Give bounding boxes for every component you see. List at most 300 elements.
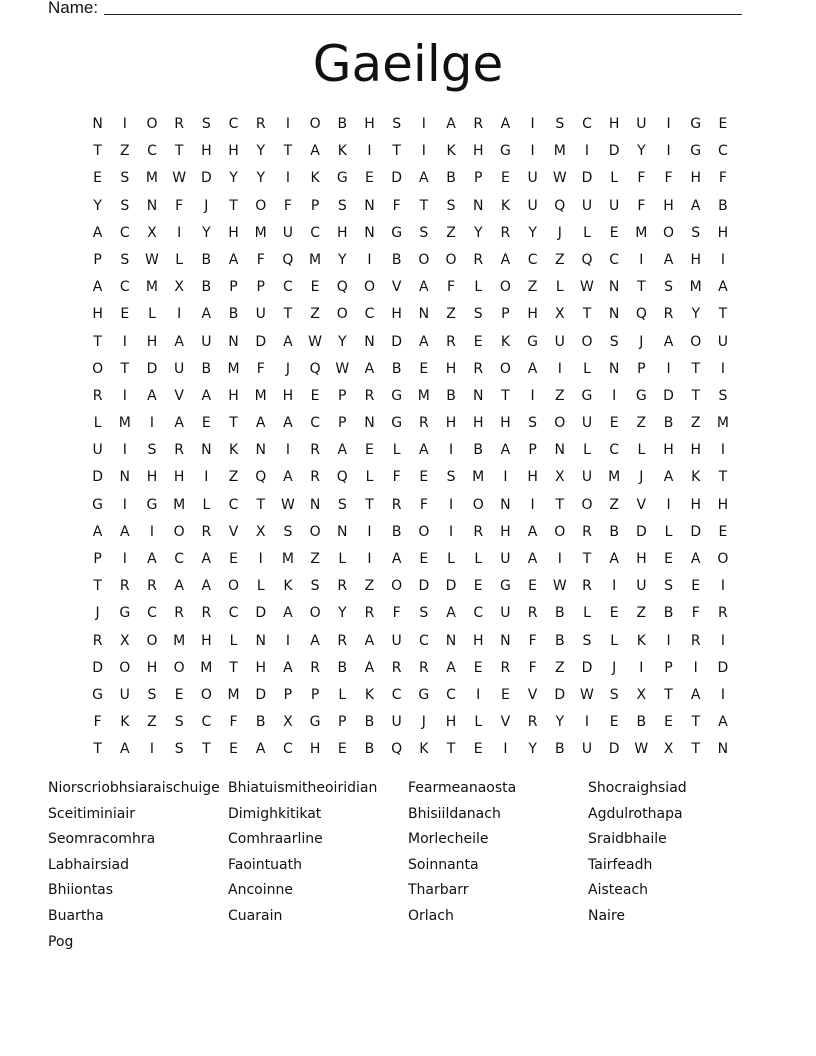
grid-letter[interactable]: A bbox=[174, 333, 184, 350]
grid-letter[interactable]: Y bbox=[229, 170, 238, 187]
grid-letter[interactable]: H bbox=[636, 551, 647, 567]
grid-letter[interactable]: X bbox=[119, 632, 130, 649]
grid-letter[interactable]: L bbox=[256, 578, 265, 595]
grid-letter[interactable]: G bbox=[92, 496, 104, 513]
grid-letter[interactable]: L bbox=[202, 496, 211, 513]
grid-letter[interactable]: F bbox=[419, 496, 428, 513]
grid-letter[interactable]: H bbox=[527, 469, 538, 486]
grid-letter[interactable]: M bbox=[716, 415, 729, 432]
grid-letter[interactable]: U bbox=[527, 170, 538, 187]
grid-letter[interactable]: Q bbox=[581, 251, 593, 268]
grid-letter[interactable]: I bbox=[530, 496, 535, 513]
grid-letter[interactable]: E bbox=[609, 415, 619, 432]
grid-letter[interactable]: U bbox=[717, 333, 729, 350]
grid-letter[interactable]: H bbox=[663, 197, 674, 214]
grid-letter[interactable]: S bbox=[174, 741, 184, 758]
grid-letter[interactable]: W bbox=[145, 251, 159, 268]
grid-letter[interactable]: L bbox=[555, 279, 564, 296]
grid-letter[interactable]: S bbox=[419, 605, 429, 622]
grid-letter[interactable]: D bbox=[581, 170, 593, 187]
grid-letter[interactable]: H bbox=[309, 741, 321, 758]
grid-letter[interactable]: F bbox=[256, 360, 265, 377]
grid-letter[interactable]: C bbox=[228, 496, 239, 513]
grid-letter[interactable]: B bbox=[228, 306, 239, 323]
grid-letter[interactable]: O bbox=[363, 279, 375, 296]
grid-letter[interactable]: D bbox=[255, 686, 267, 703]
grid-letter[interactable]: M bbox=[689, 279, 702, 296]
grid-letter[interactable]: O bbox=[717, 551, 729, 567]
grid-letter[interactable]: V bbox=[527, 686, 538, 703]
grid-letter[interactable]: N bbox=[364, 224, 375, 241]
grid-letter[interactable]: L bbox=[148, 306, 156, 323]
grid-letter[interactable]: R bbox=[718, 605, 728, 622]
grid-letter[interactable]: C bbox=[473, 605, 484, 622]
grid-letter[interactable]: A bbox=[174, 415, 184, 432]
grid-letter[interactable]: O bbox=[418, 523, 430, 540]
grid-letter[interactable]: F bbox=[93, 714, 102, 731]
grid-letter[interactable]: O bbox=[499, 279, 511, 296]
grid-letter[interactable]: J bbox=[95, 605, 100, 622]
grid-letter[interactable]: Z bbox=[554, 251, 565, 268]
grid-letter[interactable]: S bbox=[664, 279, 673, 296]
grid-letter[interactable]: Q bbox=[336, 469, 348, 486]
grid-letter[interactable]: R bbox=[473, 116, 484, 132]
grid-letter[interactable]: F bbox=[637, 197, 646, 214]
grid-letter[interactable]: A bbox=[690, 551, 701, 567]
grid-letter[interactable]: E bbox=[229, 741, 238, 758]
grid-letter[interactable]: L bbox=[474, 551, 483, 567]
grid-letter[interactable]: R bbox=[310, 442, 320, 459]
grid-letter[interactable]: H bbox=[391, 306, 402, 323]
grid-letter[interactable]: T bbox=[446, 741, 456, 758]
grid-letter[interactable]: R bbox=[473, 251, 484, 268]
grid-letter[interactable]: A bbox=[663, 333, 674, 350]
grid-letter[interactable]: S bbox=[283, 523, 293, 540]
grid-letter[interactable]: I bbox=[503, 469, 508, 486]
grid-letter[interactable]: A bbox=[283, 605, 293, 622]
grid-letter[interactable]: F bbox=[664, 170, 673, 187]
grid-letter[interactable]: G bbox=[635, 387, 647, 404]
grid-letter[interactable]: A bbox=[690, 197, 701, 214]
grid-letter[interactable]: K bbox=[691, 469, 701, 486]
grid-letter[interactable]: U bbox=[391, 714, 402, 731]
grid-letter[interactable]: P bbox=[256, 279, 265, 296]
grid-letter[interactable]: I bbox=[448, 496, 454, 513]
grid-letter[interactable]: A bbox=[201, 306, 212, 323]
grid-letter[interactable]: B bbox=[554, 605, 565, 622]
grid-letter[interactable]: Z bbox=[228, 469, 239, 486]
grid-letter[interactable]: D bbox=[418, 578, 430, 595]
grid-letter[interactable]: P bbox=[93, 251, 102, 268]
grid-letter[interactable]: O bbox=[146, 116, 158, 132]
grid-letter[interactable]: P bbox=[338, 387, 347, 404]
grid-letter[interactable]: I bbox=[448, 442, 454, 459]
grid-letter[interactable]: I bbox=[666, 116, 671, 132]
grid-letter[interactable]: C bbox=[418, 632, 429, 649]
grid-letter[interactable]: A bbox=[446, 659, 456, 676]
grid-letter[interactable]: R bbox=[174, 116, 185, 132]
grid-letter[interactable]: I bbox=[367, 551, 372, 567]
grid-letter[interactable]: U bbox=[554, 333, 565, 350]
grid-letter[interactable]: R bbox=[582, 523, 592, 540]
grid-letter[interactable]: E bbox=[120, 306, 130, 323]
grid-letter[interactable]: R bbox=[119, 578, 130, 595]
grid-letter[interactable]: I bbox=[149, 415, 155, 432]
grid-letter[interactable]: C bbox=[446, 686, 456, 703]
grid-letter[interactable]: R bbox=[147, 578, 157, 595]
grid-letter[interactable]: F bbox=[637, 170, 646, 187]
grid-letter[interactable]: O bbox=[499, 360, 511, 377]
grid-letter[interactable]: N bbox=[201, 442, 212, 459]
grid-letter[interactable]: G bbox=[391, 387, 403, 404]
grid-letter[interactable]: M bbox=[145, 279, 159, 296]
grid-letter[interactable]: E bbox=[337, 741, 347, 758]
grid-letter[interactable]: L bbox=[447, 551, 455, 567]
grid-letter[interactable]: N bbox=[255, 442, 266, 459]
grid-letter[interactable]: C bbox=[609, 442, 620, 459]
grid-letter[interactable]: E bbox=[664, 551, 673, 567]
grid-letter[interactable]: O bbox=[119, 659, 131, 676]
grid-letter[interactable]: T bbox=[392, 143, 401, 160]
grid-letter[interactable]: T bbox=[691, 714, 700, 731]
grid-letter[interactable]: N bbox=[146, 197, 158, 214]
grid-letter[interactable]: O bbox=[581, 333, 593, 350]
grid-letter[interactable]: B bbox=[636, 714, 647, 731]
grid-letter[interactable]: Y bbox=[202, 224, 211, 241]
grid-letter[interactable]: L bbox=[583, 360, 591, 377]
grid-letter[interactable]: Z bbox=[364, 578, 375, 595]
grid-letter[interactable]: U bbox=[174, 360, 185, 377]
grid-letter[interactable]: H bbox=[201, 143, 212, 160]
grid-letter[interactable]: S bbox=[419, 224, 429, 241]
grid-letter[interactable]: Y bbox=[256, 143, 265, 160]
grid-letter[interactable]: U bbox=[282, 224, 294, 241]
grid-letter[interactable]: O bbox=[690, 333, 702, 350]
grid-letter[interactable]: S bbox=[609, 686, 619, 703]
grid-letter[interactable]: U bbox=[527, 197, 538, 214]
grid-letter[interactable]: H bbox=[690, 496, 701, 513]
grid-letter[interactable]: H bbox=[663, 442, 674, 459]
grid-letter[interactable]: Z bbox=[636, 605, 647, 622]
grid-letter[interactable]: B bbox=[391, 360, 402, 377]
grid-letter[interactable]: T bbox=[691, 387, 700, 404]
grid-letter[interactable]: T bbox=[93, 143, 102, 160]
grid-letter[interactable]: K bbox=[419, 741, 429, 758]
grid-letter[interactable]: N bbox=[418, 306, 430, 323]
grid-letter[interactable]: F bbox=[392, 469, 401, 486]
grid-letter[interactable]: T bbox=[229, 197, 238, 214]
grid-letter[interactable]: R bbox=[92, 387, 103, 404]
grid-letter[interactable]: H bbox=[527, 306, 538, 323]
grid-letter[interactable]: A bbox=[201, 387, 212, 404]
grid-letter[interactable]: N bbox=[255, 632, 266, 649]
grid-letter[interactable]: I bbox=[612, 578, 617, 595]
grid-letter[interactable]: C bbox=[147, 143, 157, 160]
grid-letter[interactable]: I bbox=[584, 714, 590, 731]
grid-letter[interactable]: X bbox=[147, 224, 157, 241]
grid-letter[interactable]: S bbox=[446, 469, 456, 486]
grid-letter[interactable]: E bbox=[310, 279, 320, 296]
grid-letter[interactable]: N bbox=[554, 442, 566, 459]
grid-letter[interactable]: E bbox=[201, 415, 211, 432]
grid-letter[interactable]: Q bbox=[554, 197, 566, 214]
grid-letter[interactable]: T bbox=[582, 306, 592, 323]
grid-letter[interactable]: N bbox=[445, 632, 457, 649]
grid-letter[interactable]: L bbox=[338, 551, 347, 567]
grid-letter[interactable]: G bbox=[499, 143, 511, 160]
grid-letter[interactable]: I bbox=[720, 360, 725, 377]
grid-letter[interactable]: I bbox=[530, 143, 535, 160]
grid-letter[interactable]: E bbox=[500, 686, 510, 703]
grid-letter[interactable]: B bbox=[718, 197, 728, 214]
grid-letter[interactable]: Q bbox=[336, 279, 348, 296]
grid-letter[interactable]: I bbox=[122, 496, 127, 513]
grid-letter[interactable]: H bbox=[146, 469, 158, 486]
grid-letter[interactable]: U bbox=[581, 197, 593, 214]
grid-letter[interactable]: H bbox=[472, 143, 484, 160]
grid-letter[interactable]: Q bbox=[282, 251, 294, 268]
grid-letter[interactable]: L bbox=[392, 442, 401, 459]
grid-letter[interactable]: E bbox=[310, 387, 320, 404]
grid-letter[interactable]: S bbox=[337, 496, 347, 513]
grid-letter[interactable]: S bbox=[174, 714, 184, 731]
grid-letter[interactable]: T bbox=[691, 360, 700, 377]
grid-letter[interactable]: D bbox=[554, 686, 566, 703]
grid-letter[interactable]: T bbox=[283, 306, 293, 323]
grid-letter[interactable]: Y bbox=[528, 224, 537, 241]
grid-letter[interactable]: L bbox=[365, 469, 374, 486]
grid-letter[interactable]: U bbox=[201, 333, 212, 350]
grid-letter[interactable]: T bbox=[501, 387, 510, 404]
grid-letter[interactable]: D bbox=[146, 360, 158, 377]
grid-letter[interactable]: S bbox=[120, 170, 130, 187]
grid-letter[interactable]: H bbox=[228, 224, 239, 241]
grid-letter[interactable]: K bbox=[500, 197, 510, 214]
grid-letter[interactable]: B bbox=[201, 251, 212, 268]
grid-letter[interactable]: A bbox=[364, 360, 375, 377]
grid-letter[interactable]: J bbox=[612, 659, 617, 676]
grid-letter[interactable]: O bbox=[92, 360, 104, 377]
grid-letter[interactable]: A bbox=[419, 279, 429, 296]
grid-letter[interactable]: T bbox=[582, 551, 592, 567]
grid-letter[interactable]: L bbox=[93, 415, 102, 432]
grid-letter[interactable]: F bbox=[229, 714, 238, 731]
grid-letter[interactable]: U bbox=[609, 197, 620, 214]
grid-letter[interactable]: C bbox=[228, 605, 239, 622]
grid-letter[interactable]: E bbox=[229, 551, 238, 567]
grid-letter[interactable]: S bbox=[555, 116, 565, 132]
grid-letter[interactable]: A bbox=[255, 415, 266, 432]
grid-letter[interactable]: B bbox=[473, 442, 484, 459]
grid-letter[interactable]: E bbox=[365, 442, 374, 459]
grid-letter[interactable]: C bbox=[228, 116, 239, 132]
grid-letter[interactable]: B bbox=[364, 714, 375, 731]
grid-letter[interactable]: Q bbox=[635, 306, 647, 323]
grid-letter[interactable]: C bbox=[582, 116, 592, 132]
grid-letter[interactable]: B bbox=[663, 605, 674, 622]
grid-letter[interactable]: V bbox=[636, 496, 647, 513]
grid-letter[interactable]: U bbox=[500, 551, 511, 567]
grid-letter[interactable]: C bbox=[174, 551, 185, 567]
grid-letter[interactable]: B bbox=[337, 116, 348, 132]
grid-letter[interactable]: I bbox=[149, 523, 155, 540]
grid-letter[interactable]: M bbox=[118, 415, 131, 432]
grid-letter[interactable]: B bbox=[554, 741, 565, 758]
grid-letter[interactable]: B bbox=[446, 387, 456, 404]
grid-letter[interactable]: Y bbox=[338, 251, 347, 268]
grid-letter[interactable]: G bbox=[336, 170, 348, 187]
grid-letter[interactable]: S bbox=[147, 442, 157, 459]
grid-letter[interactable]: S bbox=[473, 306, 483, 323]
grid-letter[interactable]: M bbox=[553, 143, 566, 160]
grid-letter[interactable]: C bbox=[718, 143, 728, 160]
grid-letter[interactable]: W bbox=[280, 496, 295, 513]
grid-letter[interactable]: H bbox=[500, 415, 511, 432]
grid-letter[interactable]: A bbox=[391, 551, 402, 567]
grid-letter[interactable]: E bbox=[174, 686, 184, 703]
grid-letter[interactable]: V bbox=[391, 279, 402, 296]
grid-letter[interactable]: R bbox=[174, 605, 185, 622]
grid-letter[interactable]: U bbox=[500, 605, 511, 622]
grid-letter[interactable]: V bbox=[500, 714, 511, 731]
grid-letter[interactable]: I bbox=[720, 251, 725, 268]
grid-letter[interactable]: K bbox=[337, 143, 347, 160]
grid-letter[interactable]: N bbox=[364, 333, 375, 350]
grid-letter[interactable]: A bbox=[92, 279, 103, 296]
grid-letter[interactable]: R bbox=[337, 578, 348, 595]
grid-letter[interactable]: O bbox=[663, 224, 675, 241]
grid-letter[interactable]: F bbox=[392, 197, 401, 214]
grid-letter[interactable]: W bbox=[580, 279, 594, 296]
grid-letter[interactable]: Z bbox=[310, 306, 320, 323]
grid-letter[interactable]: T bbox=[93, 333, 102, 350]
grid-letter[interactable]: H bbox=[146, 659, 158, 676]
grid-letter[interactable]: I bbox=[584, 143, 590, 160]
grid-letter[interactable]: Z bbox=[527, 279, 538, 296]
grid-letter[interactable]: H bbox=[717, 224, 729, 241]
grid-letter[interactable]: R bbox=[446, 333, 456, 350]
grid-letter[interactable]: E bbox=[528, 578, 538, 595]
grid-letter[interactable]: I bbox=[666, 360, 671, 377]
grid-letter[interactable]: E bbox=[664, 714, 673, 731]
grid-letter[interactable]: A bbox=[147, 387, 157, 404]
grid-letter[interactable]: D bbox=[200, 170, 212, 187]
grid-letter[interactable]: R bbox=[500, 224, 511, 241]
grid-letter[interactable]: T bbox=[229, 415, 238, 432]
grid-letter[interactable]: A bbox=[201, 551, 212, 567]
grid-letter[interactable]: A bbox=[283, 415, 293, 432]
grid-letter[interactable]: N bbox=[608, 306, 620, 323]
grid-letter[interactable]: I bbox=[693, 659, 698, 676]
grid-letter[interactable]: B bbox=[364, 741, 375, 758]
grid-letter[interactable]: K bbox=[283, 578, 293, 595]
grid-letter[interactable]: H bbox=[337, 224, 348, 241]
grid-letter[interactable]: I bbox=[421, 116, 426, 132]
grid-letter[interactable]: F bbox=[392, 605, 401, 622]
grid-letter[interactable]: K bbox=[500, 333, 510, 350]
grid-letter[interactable]: E bbox=[609, 714, 619, 731]
grid-letter[interactable]: M bbox=[227, 686, 240, 703]
grid-letter[interactable]: S bbox=[691, 224, 701, 241]
grid-letter[interactable]: I bbox=[122, 116, 127, 132]
grid-letter[interactable]: A bbox=[446, 116, 456, 132]
grid-letter[interactable]: O bbox=[581, 496, 593, 513]
grid-letter[interactable]: A bbox=[255, 741, 266, 758]
grid-letter[interactable]: J bbox=[204, 197, 209, 214]
grid-letter[interactable]: R bbox=[391, 496, 402, 513]
grid-letter[interactable]: M bbox=[635, 224, 648, 241]
grid-letter[interactable]: P bbox=[473, 170, 483, 187]
grid-letter[interactable]: I bbox=[204, 469, 209, 486]
grid-letter[interactable]: A bbox=[337, 442, 348, 459]
grid-letter[interactable]: O bbox=[255, 197, 267, 214]
grid-letter[interactable]: P bbox=[338, 714, 347, 731]
grid-letter[interactable]: U bbox=[636, 116, 647, 132]
grid-letter[interactable]: I bbox=[367, 251, 372, 268]
grid-letter[interactable]: M bbox=[472, 469, 485, 486]
grid-letter[interactable]: I bbox=[122, 333, 127, 350]
grid-letter[interactable]: R bbox=[527, 714, 538, 731]
grid-letter[interactable]: M bbox=[173, 496, 186, 513]
grid-letter[interactable]: R bbox=[174, 442, 185, 459]
grid-letter[interactable]: R bbox=[364, 605, 375, 622]
grid-letter[interactable]: D bbox=[690, 523, 702, 540]
grid-letter[interactable]: V bbox=[174, 387, 184, 404]
grid-letter[interactable]: H bbox=[690, 251, 701, 268]
grid-letter[interactable]: R bbox=[582, 578, 592, 595]
grid-letter[interactable]: L bbox=[474, 279, 483, 296]
grid-letter[interactable]: B bbox=[446, 170, 456, 187]
grid-letter[interactable]: P bbox=[501, 306, 510, 323]
grid-letter[interactable]: Y bbox=[473, 224, 483, 241]
grid-letter[interactable]: E bbox=[93, 170, 103, 187]
grid-letter[interactable]: V bbox=[228, 523, 239, 540]
grid-letter[interactable]: A bbox=[419, 170, 429, 187]
grid-letter[interactable]: P bbox=[664, 659, 673, 676]
grid-letter[interactable]: W bbox=[552, 170, 567, 187]
grid-letter[interactable]: H bbox=[690, 170, 701, 187]
grid-letter[interactable]: C bbox=[609, 251, 620, 268]
grid-letter[interactable]: R bbox=[527, 605, 538, 622]
grid-letter[interactable]: H bbox=[717, 496, 729, 513]
grid-letter[interactable]: D bbox=[255, 605, 267, 622]
grid-letter[interactable]: N bbox=[119, 469, 131, 486]
grid-letter[interactable]: I bbox=[421, 143, 426, 160]
grid-letter[interactable]: F bbox=[283, 197, 292, 214]
grid-letter[interactable]: H bbox=[500, 523, 511, 540]
grid-letter[interactable]: Z bbox=[119, 143, 130, 160]
grid-letter[interactable]: R bbox=[364, 387, 375, 404]
grid-letter[interactable]: H bbox=[228, 143, 239, 160]
grid-letter[interactable]: O bbox=[554, 415, 566, 432]
grid-letter[interactable]: Y bbox=[555, 714, 565, 731]
grid-letter[interactable]: X bbox=[174, 279, 184, 296]
grid-letter[interactable]: S bbox=[337, 197, 347, 214]
grid-letter[interactable]: K bbox=[120, 714, 130, 731]
grid-letter[interactable]: A bbox=[228, 251, 239, 268]
grid-letter[interactable]: S bbox=[609, 333, 619, 350]
grid-letter[interactable]: L bbox=[637, 442, 646, 459]
grid-letter[interactable]: B bbox=[337, 659, 348, 676]
grid-letter[interactable]: A bbox=[500, 442, 511, 459]
grid-letter[interactable]: E bbox=[473, 659, 483, 676]
grid-letter[interactable]: H bbox=[690, 442, 701, 459]
grid-letter[interactable]: A bbox=[119, 741, 130, 758]
grid-letter[interactable]: A bbox=[310, 143, 320, 160]
grid-letter[interactable]: W bbox=[335, 360, 350, 377]
grid-letter[interactable]: P bbox=[93, 551, 102, 567]
grid-letter[interactable]: N bbox=[608, 360, 620, 377]
